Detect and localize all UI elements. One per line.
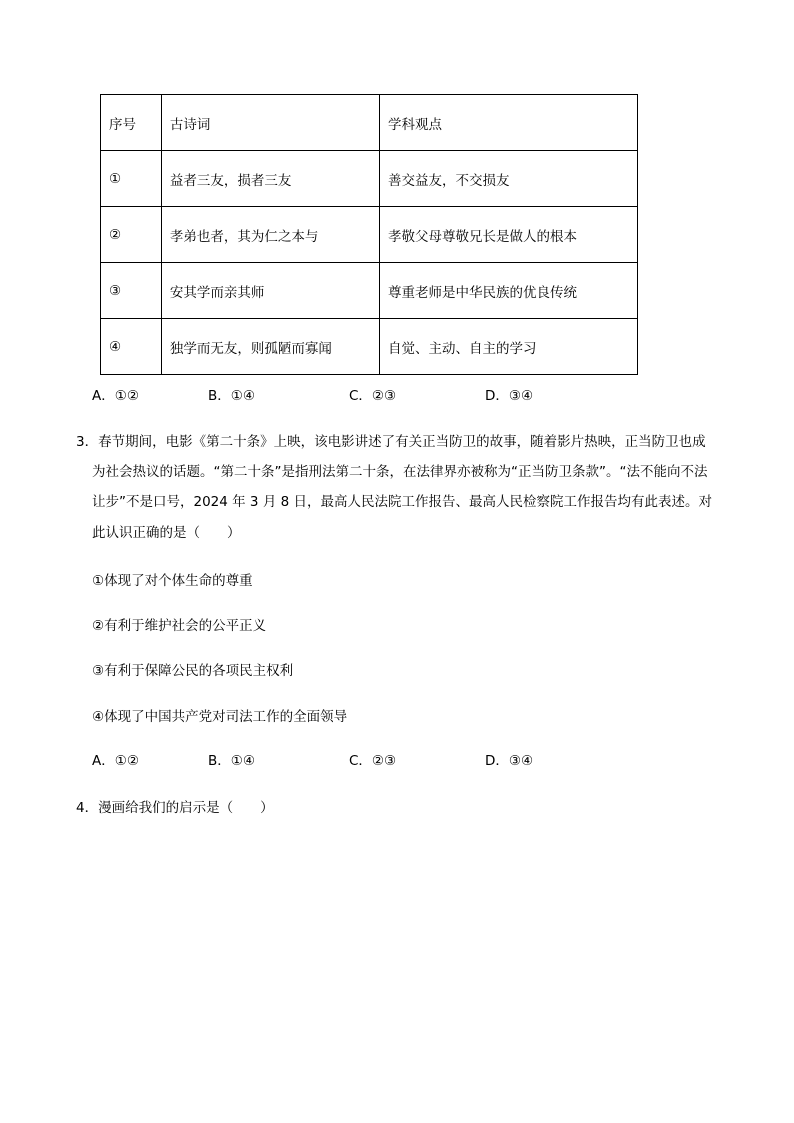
question-4-stem: 4．漫画给我们的启示是（ ） — [76, 800, 274, 816]
table-header-cell: 古诗词 — [161, 95, 379, 151]
table-cell-poem: 益者三友，损者三友 — [161, 151, 379, 207]
q2-option-a[interactable]: A．①② — [92, 388, 139, 404]
q3-statement-3: ③有利于保障公民的各项民主权利 — [92, 663, 294, 679]
q3-statement-2: ②有利于维护社会的公平正义 — [92, 618, 267, 634]
q3-stem-line-3: 让步”不是口号，2024 年 3 月 8 日，最高人民法院工作报告、最高人民检察院工作报告均有此表述。对 — [92, 494, 712, 510]
q2-option-d[interactable]: D．③④ — [485, 388, 534, 404]
table-row — [101, 207, 638, 263]
table-cell-viewpoint: 善交益友，不交损友 — [379, 151, 637, 207]
table-header-cell: 学科观点 — [379, 95, 637, 151]
table-header-cell: 序号 — [101, 95, 162, 151]
q3-option-c[interactable]: C．②③ — [349, 753, 397, 769]
table-cell-number: ① — [101, 151, 162, 207]
poetry-viewpoint-table — [100, 94, 638, 375]
table-cell-number: ③ — [101, 263, 162, 319]
q3-option-a[interactable]: A．①② — [92, 753, 139, 769]
q3-stem-line-4: 此认识正确的是（ ） — [92, 525, 241, 541]
table-row — [101, 319, 638, 375]
table-cell-poem: 安其学而亲其师 — [161, 263, 379, 319]
q3-statement-4: ④体现了中国共产党对司法工作的全面领导 — [92, 709, 348, 725]
table-cell-viewpoint: 自觉、主动、自主的学习 — [379, 319, 637, 375]
table-cell-viewpoint: 尊重老师是中华民族的优良传统 — [379, 263, 637, 319]
q3-option-b[interactable]: B．①④ — [208, 753, 255, 769]
q3-statement-1: ①体现了对个体生命的尊重 — [92, 573, 253, 589]
q2-option-b[interactable]: B．①④ — [208, 388, 255, 404]
table-cell-viewpoint: 孝敬父母尊敬兄长是做人的根本 — [379, 207, 637, 263]
table-row — [101, 263, 638, 319]
table-header-row — [101, 95, 638, 151]
q3-stem-line-2: 为社会热议的话题。“第二十条”是指刑法第二十条，在法律界亦被称为“正当防卫条款”。“法不能向不法 — [92, 464, 708, 480]
table-cell-number: ② — [101, 207, 162, 263]
table-cell-poem: 孝弟也者，其为仁之本与 — [161, 207, 379, 263]
table-row — [101, 151, 638, 207]
q3-option-d[interactable]: D．③④ — [485, 753, 534, 769]
q2-option-c[interactable]: C．②③ — [349, 388, 397, 404]
q3-stem-line-1: 3．春节期间，电影《第二十条》上映，该电影讲述了有关正当防卫的故事，随着影片热映，正当防卫也成 — [76, 434, 706, 450]
table-cell-poem: 独学而无友，则孤陋而寡闻 — [161, 319, 379, 375]
table-cell-number: ④ — [101, 319, 162, 375]
